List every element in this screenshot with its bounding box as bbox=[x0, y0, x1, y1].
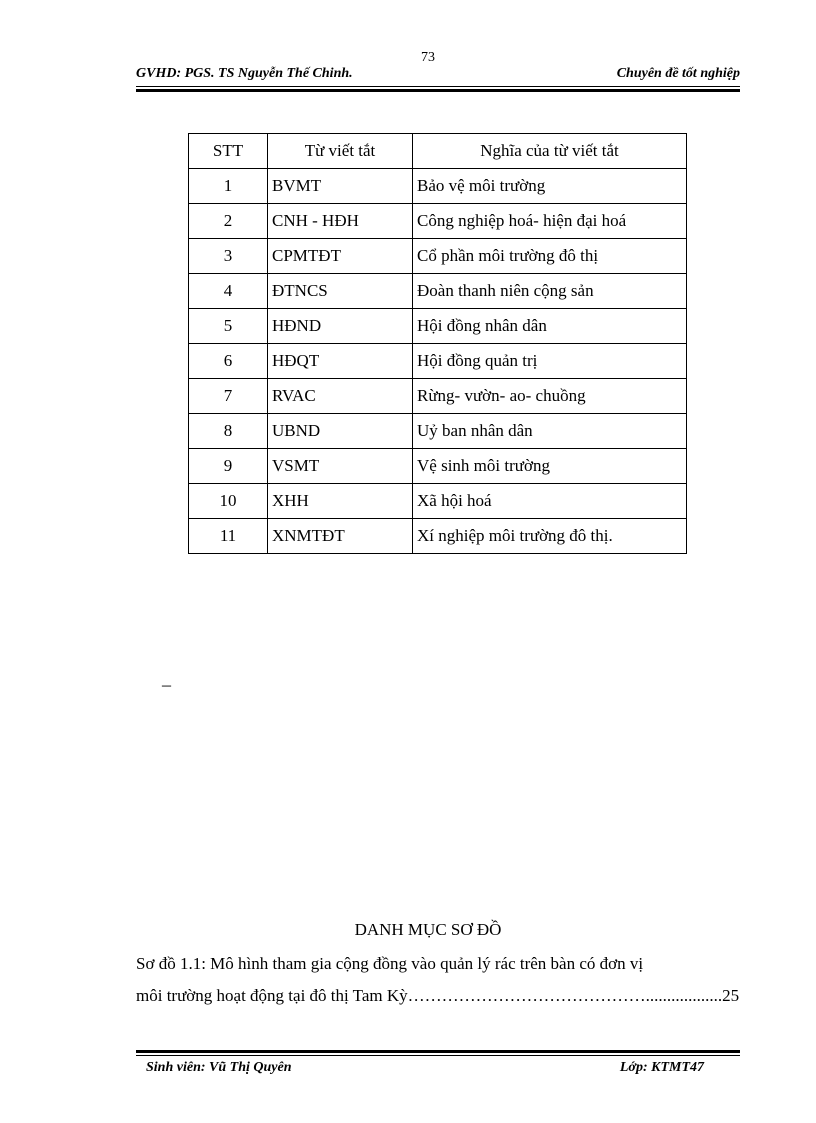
row-stt: 6 bbox=[189, 344, 268, 379]
diagram-list-title: DANH MỤC SƠ ĐỒ bbox=[354, 920, 502, 939]
table-row bbox=[189, 309, 687, 344]
row-abbr: ĐTNCS bbox=[268, 274, 413, 309]
row-stt: 7 bbox=[189, 379, 268, 414]
header-doc-type: Chuyên đề tốt nghiệp bbox=[616, 66, 740, 81]
row-meaning: Cổ phần môi trường đô thị bbox=[413, 239, 687, 274]
row-stt: 11 bbox=[189, 519, 268, 554]
row-abbr: CPMTĐT bbox=[268, 239, 413, 274]
row-meaning: Công nghiệp hoá- hiện đại hoá bbox=[413, 204, 687, 239]
table-row bbox=[189, 169, 687, 204]
abbreviation-table bbox=[188, 133, 687, 554]
row-stt: 4 bbox=[189, 274, 268, 309]
row-abbr: CNH - HĐH bbox=[268, 204, 413, 239]
row-abbr: XNMTĐT bbox=[268, 519, 413, 554]
diagram-entry-line-2: môi trường hoạt động tại đô thị Tam Kỳ……………………………………..................25 bbox=[136, 986, 740, 1005]
row-stt: 9 bbox=[189, 449, 268, 484]
header-rule-thin bbox=[136, 86, 740, 87]
table-row bbox=[189, 344, 687, 379]
row-abbr: UBND bbox=[268, 414, 413, 449]
row-stt: 3 bbox=[189, 239, 268, 274]
col-header-abbr: Từ viết tắt bbox=[268, 134, 413, 169]
table-row bbox=[189, 204, 687, 239]
table-row bbox=[189, 484, 687, 519]
row-abbr: XHH bbox=[268, 484, 413, 519]
row-stt: 1 bbox=[189, 169, 268, 204]
stray-dash: _ bbox=[162, 668, 171, 688]
row-stt: 8 bbox=[189, 414, 268, 449]
footer-class: Lớp: KTMT47 bbox=[619, 1060, 704, 1075]
row-stt: 5 bbox=[189, 309, 268, 344]
row-meaning: Xí nghiệp môi trường đô thị. bbox=[413, 519, 687, 554]
row-meaning: Vệ sinh môi trường bbox=[413, 449, 687, 484]
row-abbr: HĐND bbox=[268, 309, 413, 344]
col-header-meaning: Nghĩa của từ viết tắt bbox=[413, 134, 687, 169]
page-number: 73 bbox=[421, 50, 435, 65]
row-abbr: VSMT bbox=[268, 449, 413, 484]
row-meaning: Hội đồng quản trị bbox=[413, 344, 687, 379]
footer-rule-thin bbox=[136, 1055, 740, 1056]
footer-student: Sinh viên: Vũ Thị Quyên bbox=[146, 1060, 292, 1075]
row-stt: 2 bbox=[189, 204, 268, 239]
row-abbr: BVMT bbox=[268, 169, 413, 204]
header-rule-thick bbox=[136, 89, 740, 92]
header-advisor: GVHD: PGS. TS Nguyễn Thế Chinh. bbox=[136, 66, 353, 81]
table-row bbox=[189, 519, 687, 554]
row-stt: 10 bbox=[189, 484, 268, 519]
row-meaning: Hội đồng nhân dân bbox=[413, 309, 687, 344]
row-meaning: Bảo vệ môi trường bbox=[413, 169, 687, 204]
row-meaning: Uỷ ban nhân dân bbox=[413, 414, 687, 449]
table-row bbox=[189, 414, 687, 449]
diagram-entry-line-1: Sơ đồ 1.1: Mô hình tham gia cộng đồng vào quản lý rác trên bàn có đơn vị bbox=[136, 954, 644, 973]
page-header bbox=[136, 66, 740, 86]
col-header-stt: STT bbox=[189, 134, 268, 169]
page-footer bbox=[146, 1060, 704, 1080]
row-meaning: Đoàn thanh niên cộng sản bbox=[413, 274, 687, 309]
row-meaning: Rừng- vườn- ao- chuồng bbox=[413, 379, 687, 414]
table-row bbox=[189, 379, 687, 414]
row-abbr: HĐQT bbox=[268, 344, 413, 379]
table-row bbox=[189, 239, 687, 274]
footer-rule-thick bbox=[136, 1050, 740, 1053]
table-row bbox=[189, 274, 687, 309]
table-row bbox=[189, 449, 687, 484]
row-meaning: Xã hội hoá bbox=[413, 484, 687, 519]
row-abbr: RVAC bbox=[268, 379, 413, 414]
table-header-row bbox=[189, 134, 687, 169]
